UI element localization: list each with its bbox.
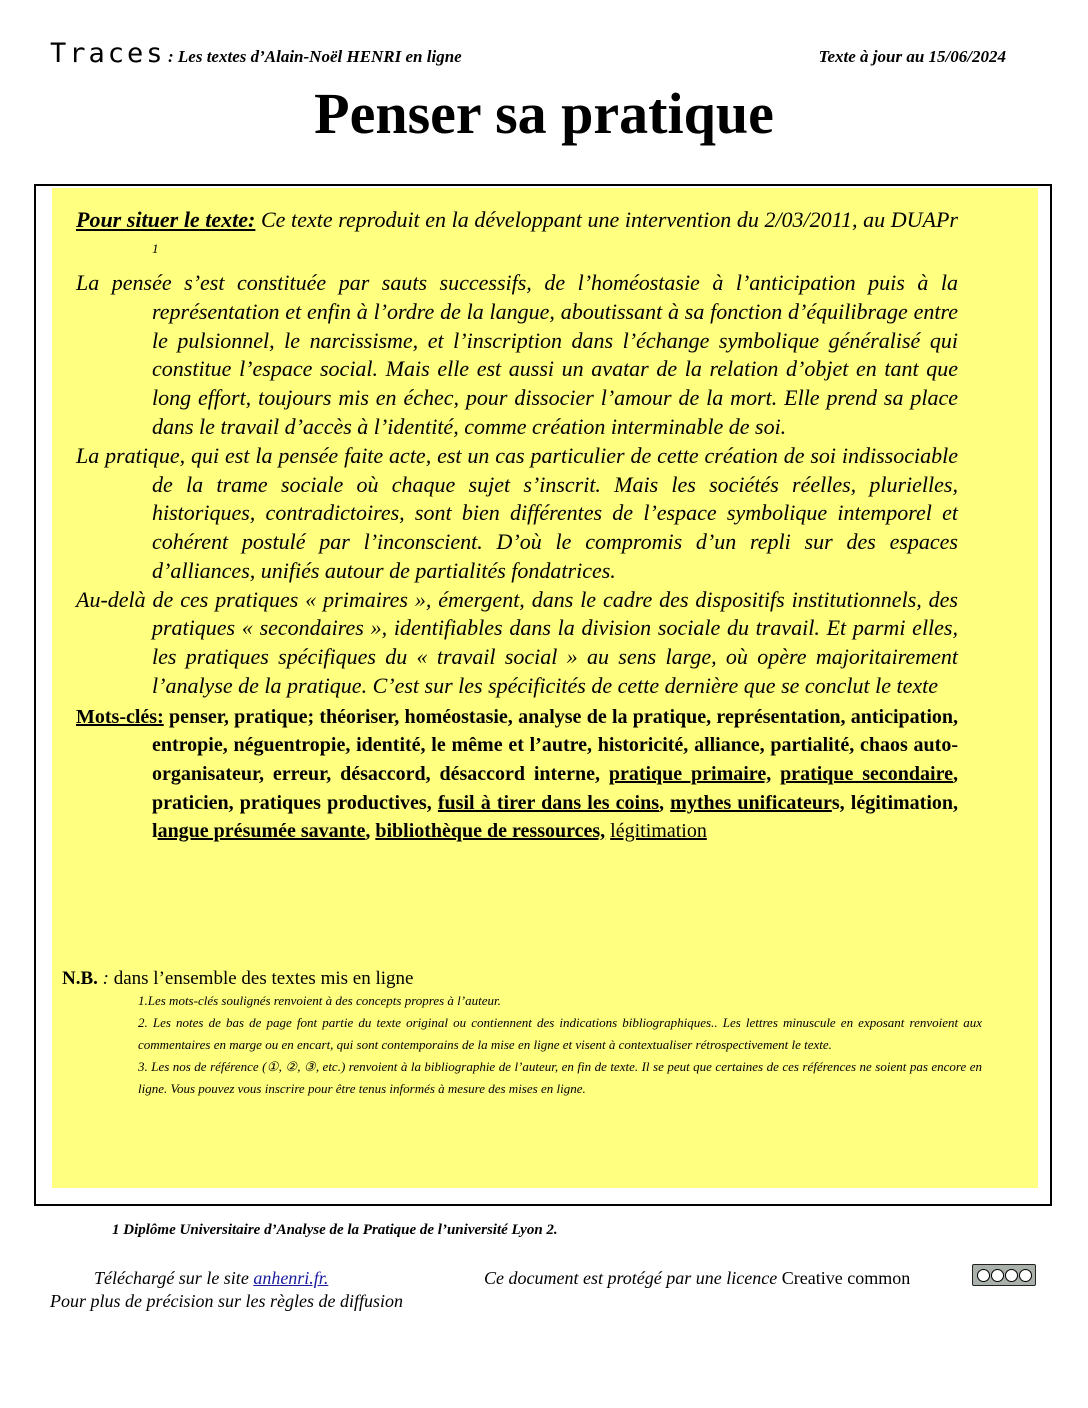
creative-commons-icon[interactable] (972, 1264, 1036, 1286)
license-line (484, 1268, 910, 1289)
nb-text: dans l’ensemble des textes mis en ligne (108, 968, 414, 989)
nb-label: N.B. (62, 968, 98, 989)
page-title: Penser sa pratique (314, 81, 774, 146)
download-line (94, 1268, 328, 1289)
abstract-paragraph-3: Au-delà de ces pratiques « primaires », émergent, dans le cadre des dispositifs institutionnels, des pratiques « secondaires », identifiables dans la division sociale du travail. Et parmi elles, les pratiques spécifiques du « travail social » au sens large, où opère majoritairement l’analyse de la pratique. C’est sur les spécificités de cette dernière que se conclut le texte (76, 586, 958, 699)
header-tagline: : Les textes d’Alain-Noël HENRI en ligne (168, 47, 462, 66)
download-prefix: Téléchargé sur le site (94, 1268, 254, 1288)
keyword-link-legitimation[interactable]: légitimation (610, 820, 707, 843)
intro-paragraph (76, 206, 958, 269)
nb-colon: : (97, 968, 109, 989)
keyword-link-pratique-secondaire[interactable]: pratique secondaire (780, 763, 953, 786)
nb-note-3: 3. Les nos de référence (①, ②, ③, etc.) renvoient à la bibliographie de l’auteur, en fin de texte. Il se peut que certaines de ces références ne soient pas encore en ligne. Vous pouvez vous inscrire pour être tenus informés à mesure des mises en ligne. (138, 1059, 982, 1096)
keywords-text: , (659, 791, 671, 814)
license-name[interactable]: Creative common (781, 1268, 911, 1288)
keywords-text (771, 763, 780, 785)
keywords-text: s, légitimation, l (152, 791, 958, 843)
abstract-content (76, 206, 958, 846)
keywords-paragraph (76, 703, 958, 846)
cc-circle-icon (977, 1269, 990, 1282)
keywords-text: , (365, 820, 376, 843)
nb-heading (62, 968, 982, 990)
keywords-text: , praticien, pratiques productives, (152, 763, 958, 814)
nb-note-2: 2. Les notes de bas de page font partie du texte original ou contiennent des indications bibliographiques.. Les lettres minuscule en exposant renvoient aux commentaires en marge ou en encart, qui sont contemporains de la mise en ligne et visent à contextualiser rétrospectivement le texte. (138, 1015, 982, 1052)
keyword-link-pratique-primaire[interactable]: pratique primaire, (608, 763, 772, 786)
abstract-paragraph-2: La pratique, qui est la pensée faite acte, est un cas particulier de cette création de soi indissociable de la trame sociale où chaque sujet s’inscrit. Mais les sociétés réelles, plurielles, historiques, contradictoires, sont bien différentes de l’espace symbolique intemporel et cohérent postulé par l’inconscient. D’où le compromis d’un repli sur des espaces d’alliances, unifiés autour de partialités fondatrices. (76, 442, 958, 583)
intro-label: Pour situer le texte: (76, 207, 256, 232)
site-link[interactable]: anhenri.fr. (253, 1268, 329, 1288)
footnote-1: 1 Diplôme Universitaire d’Analyse de la Pratique de l’université Lyon 2. (112, 1222, 558, 1238)
nc-circle-icon (1005, 1269, 1018, 1282)
keywords-text: penser, pratique; théoriser, homéostasie, analyse de la pratique, représentation, anticipation, entropie, néguentropie, identité, le même et l’autre, historicité, alliance, partialité, chaos auto-organisateur, erreur, désaccord, désaccord interne, (152, 705, 958, 786)
footnote-ref[interactable]: 1 (152, 240, 159, 256)
keyword-link-mythes[interactable]: mythes unificateur (670, 791, 832, 814)
nb-section (62, 968, 982, 1100)
abstract-highlight (52, 188, 1038, 1188)
keywords-label: Mots-clés: (76, 705, 164, 728)
header-date: Texte à jour au 15/06/2024 (818, 47, 1006, 66)
intro-text: Ce texte reproduit en la développant une intervention du 2/03/2011, au DUAPr (255, 207, 958, 232)
keyword-link-bibliotheque[interactable]: bibliothèque de ressources, (375, 820, 606, 843)
keyword-link-fusil[interactable]: fusil à tirer dans les coins (437, 791, 660, 814)
abstract-box (34, 184, 1052, 1206)
page-header (50, 38, 1010, 74)
brand-logo: Traces (50, 38, 166, 69)
by-circle-icon (991, 1269, 1004, 1282)
abstract-paragraph-1: La pensée s’est constituée par sauts successifs, de l’homéostasie à l’anticipation puis à la représentation et enfin à l’ordre de la langue, aboutissant à sa fonction d’équilibrage entre le pulsionnel, le narcissisme, et l’inscription dans l’échange symbolique généralisé qui constitue l’espace social. Mais elle est aussi un avatar de la relation d’objet en tant que long effort, toujours mis en échec, pour dissocier l’amour de la mort. Elle prend sa place dans le travail d’accès à l’identité, comme création interminable de soi. (76, 269, 958, 439)
keyword-link-langue[interactable]: angue présumée savante (157, 820, 366, 843)
nb-note-1: 1.Les mots-clés soulignés renvoient à des concepts propres à l’auteur. (138, 993, 501, 1008)
nd-circle-icon (1019, 1269, 1032, 1282)
diffusion-line: Pour plus de précision sur les règles de diffusion (50, 1291, 403, 1311)
license-prefix: Ce document est protégé par une licence (484, 1268, 782, 1288)
footnote-divider (50, 1204, 228, 1205)
